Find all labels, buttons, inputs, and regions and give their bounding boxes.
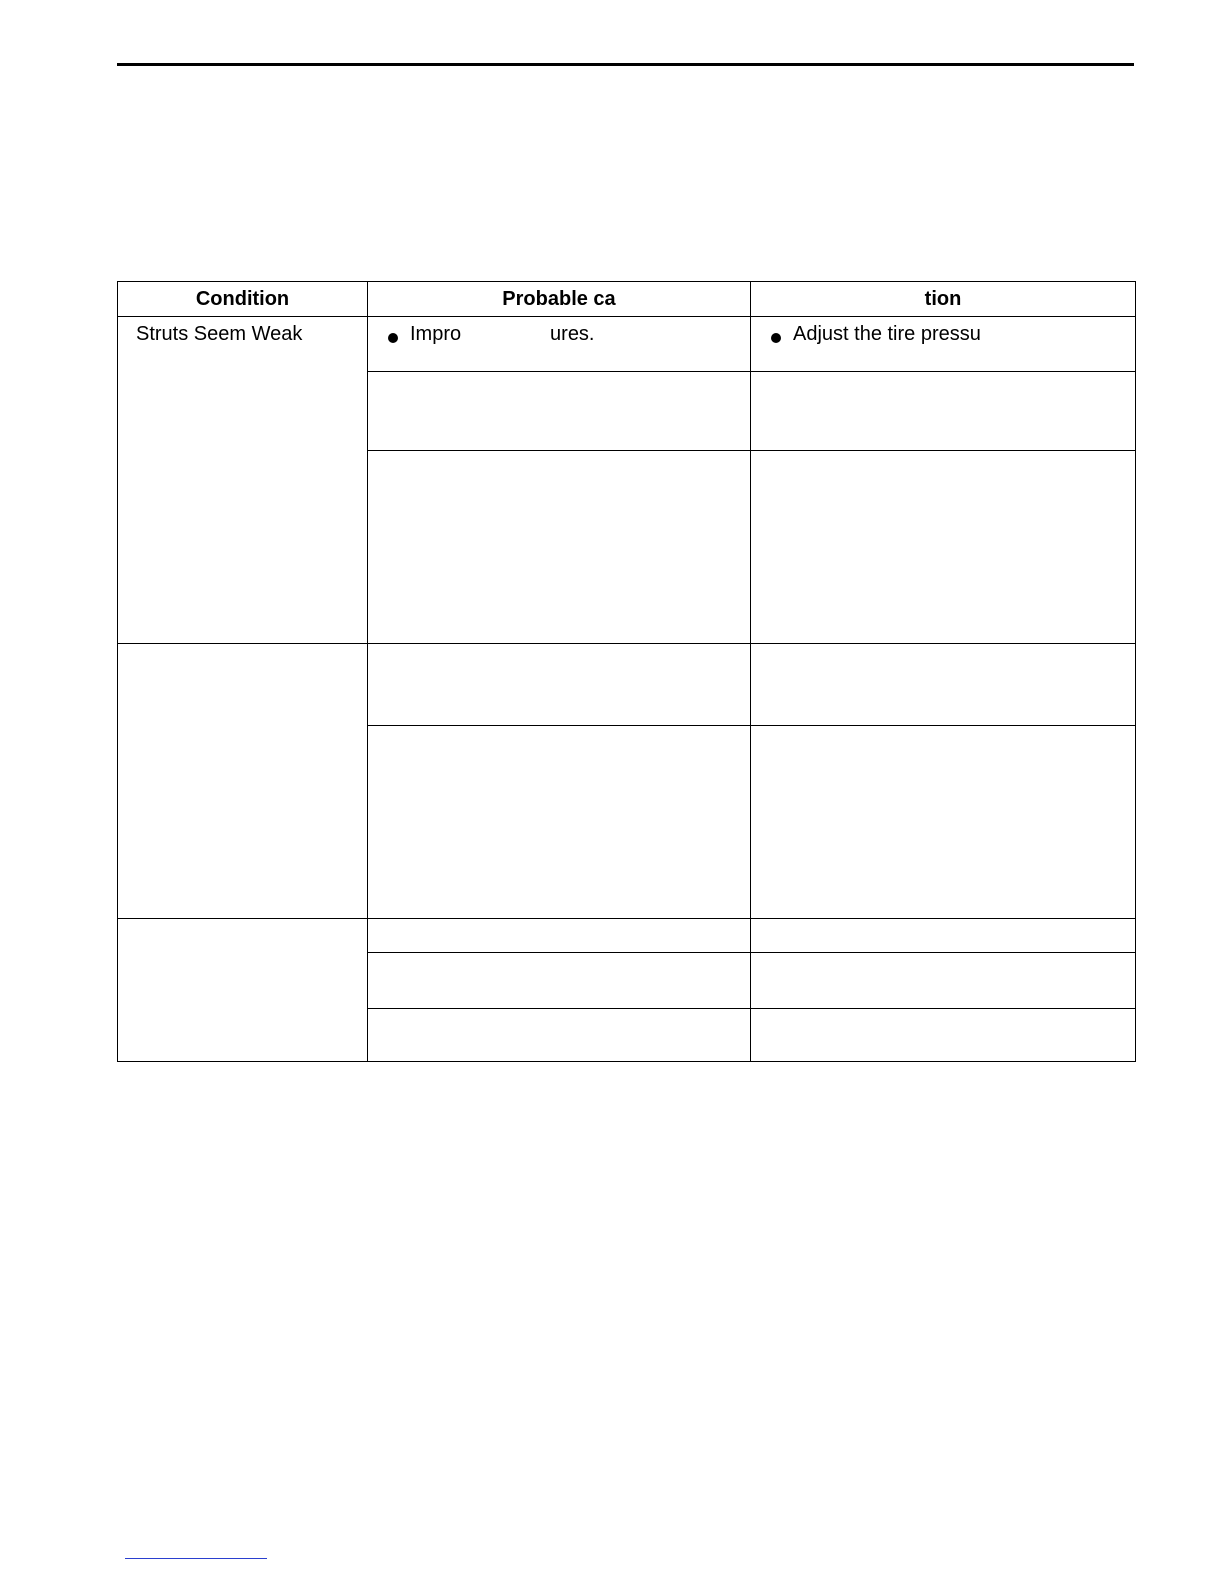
cause-text: Impro ures. (410, 323, 595, 345)
condition-cell (118, 644, 368, 919)
cause-cell (368, 451, 751, 644)
correction-cell (751, 644, 1136, 726)
header-correction: tion (751, 282, 1136, 317)
condition-cell (118, 317, 368, 644)
table-row (118, 644, 1136, 726)
cause-cell (368, 726, 751, 919)
table-header-row (118, 282, 1136, 317)
correction-cell (751, 451, 1136, 644)
correction-cell (751, 919, 1136, 953)
correction-cell (751, 953, 1136, 1009)
cause-cell (368, 644, 751, 726)
header-probable-cause: Probable ca (368, 282, 751, 317)
diagnosis-table (117, 281, 1136, 1062)
correction-cell (751, 372, 1136, 451)
table-row (118, 317, 1136, 372)
condition-cell (118, 919, 368, 1062)
table-row (118, 919, 1136, 953)
cause-cell (368, 1009, 751, 1062)
header-rule (117, 63, 1134, 66)
correction-cell (751, 1009, 1136, 1062)
bullet-icon (771, 333, 781, 343)
correction-text: Adjust the tire pressu (793, 323, 981, 345)
cause-cell (368, 372, 751, 451)
footer-link-underline[interactable] (125, 1558, 267, 1559)
condition-label: Struts Seem Weak (136, 323, 303, 345)
cause-cell (368, 317, 751, 372)
bullet-icon (388, 333, 398, 343)
correction-cell (751, 726, 1136, 919)
correction-cell (751, 317, 1136, 372)
cause-cell (368, 953, 751, 1009)
cause-cell (368, 919, 751, 953)
header-condition: Condition (118, 282, 368, 317)
